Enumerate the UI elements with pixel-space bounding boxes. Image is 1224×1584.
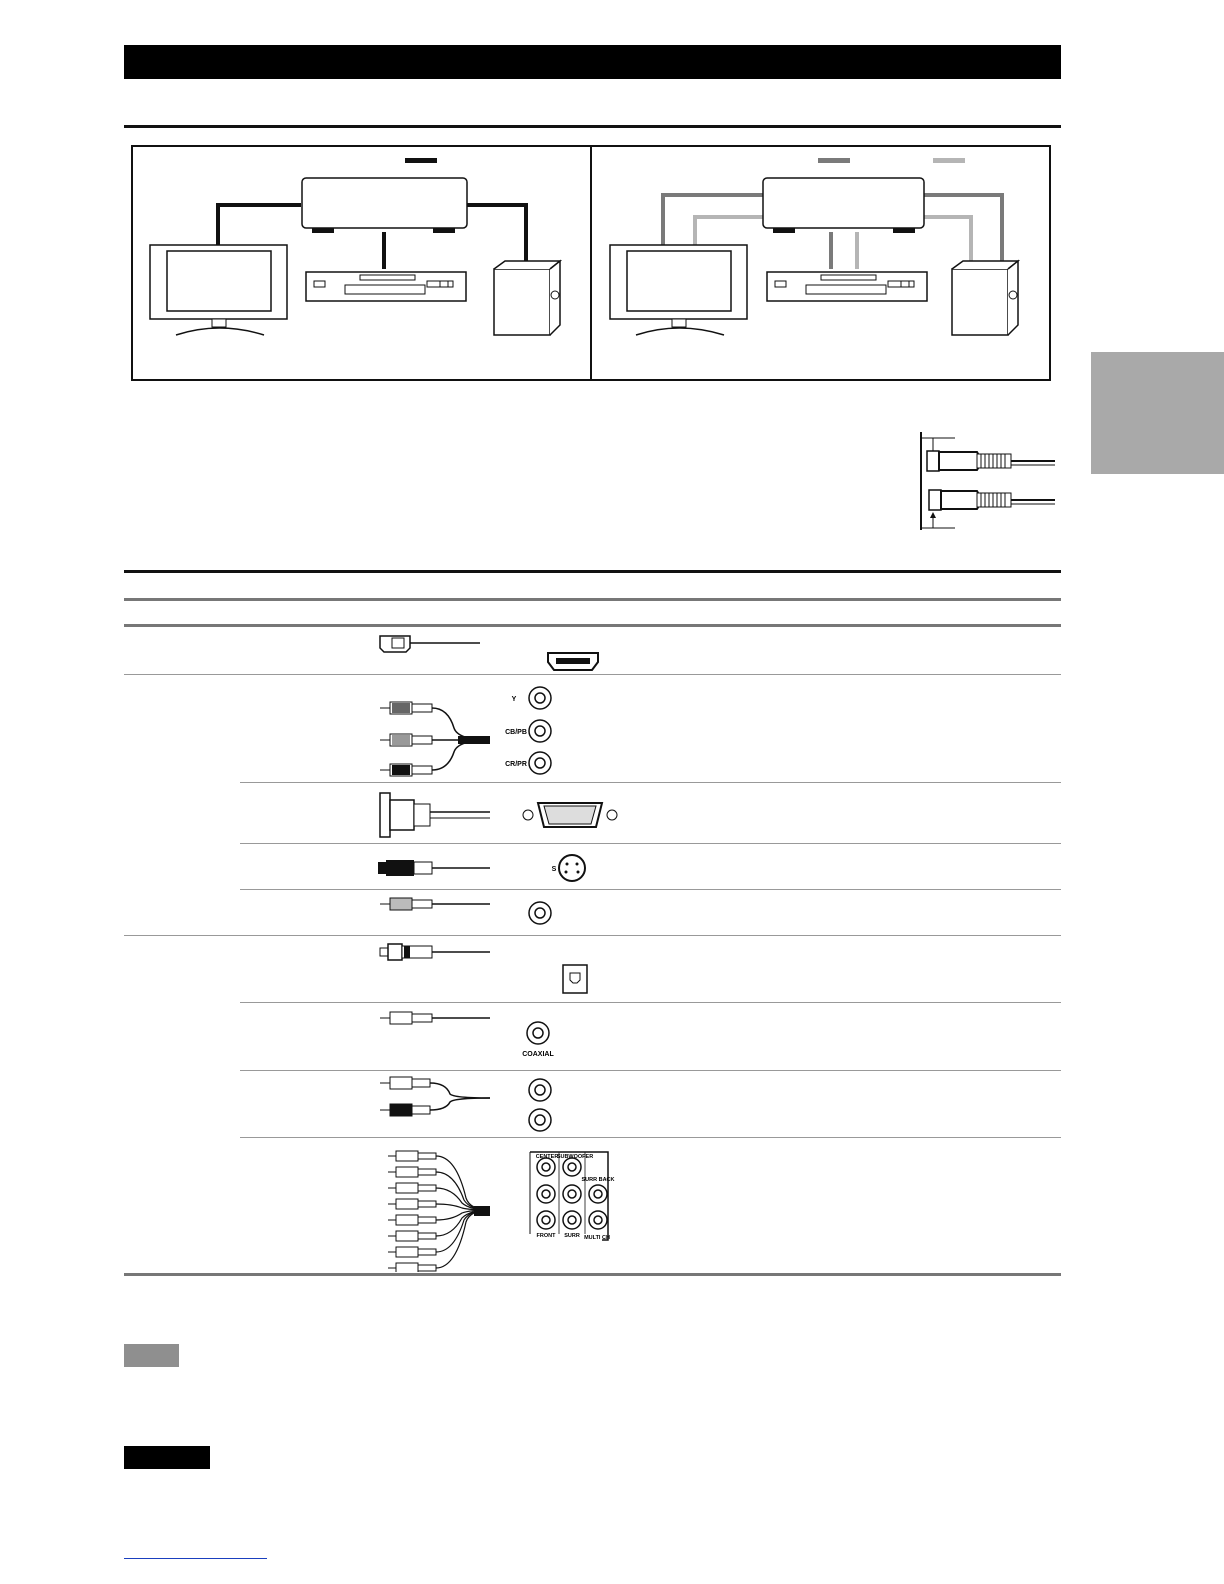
hdmi-jack-icon xyxy=(548,653,598,670)
rca-plug-icon xyxy=(929,490,1055,510)
rca-jack-icon xyxy=(529,902,551,924)
jack-label-subwoofer: SUBWOOFER xyxy=(556,1154,594,1160)
jack-label-surr-back: SURR BACK xyxy=(581,1177,615,1183)
optical-plug-icon xyxy=(380,944,490,960)
jack-label-s: S xyxy=(551,866,557,873)
cable-receiver-tv xyxy=(218,205,301,245)
tip-badge xyxy=(124,1446,210,1469)
table-header-rule xyxy=(124,598,1061,601)
rca-jack-icon xyxy=(529,1079,551,1131)
hdmi-plug-icon xyxy=(380,636,480,652)
rca-plug-icon xyxy=(380,1077,490,1116)
row-divider xyxy=(240,889,1061,890)
row-divider xyxy=(240,1002,1061,1003)
jack-label-coaxial: COAXIAL xyxy=(522,1051,554,1058)
jack-label-multich: MULTI CH xyxy=(584,1235,610,1241)
cable-receiver-speaker xyxy=(467,205,526,269)
diagram-hdmi xyxy=(150,158,560,335)
table-section-rule xyxy=(124,570,1061,573)
connection-table-icons xyxy=(370,628,630,1272)
jack-label-front: FRONT xyxy=(536,1233,556,1239)
av-receiver xyxy=(302,178,467,228)
section-rule-top xyxy=(124,125,1061,128)
jack-label-center: CENTER xyxy=(535,1154,559,1160)
note-badge xyxy=(124,1344,179,1367)
jack-label-surr: SURR xyxy=(564,1233,580,1239)
rca-jack-icon xyxy=(529,687,551,774)
page-header-bar xyxy=(124,45,1061,79)
legend-swatch-black xyxy=(405,158,437,163)
vga-jack-icon xyxy=(523,803,617,827)
multich-jack-panel xyxy=(530,1152,608,1240)
diagram-analog-digital xyxy=(610,158,1018,335)
row-divider xyxy=(240,843,1061,844)
chapter-side-tab xyxy=(1091,352,1224,474)
plug-insertion-illustration xyxy=(915,430,1060,535)
row-divider xyxy=(240,1070,1061,1071)
rca-plug-icon xyxy=(927,451,1055,471)
connection-diagrams xyxy=(131,145,1051,381)
row-divider xyxy=(240,782,1061,783)
svideo-jack-icon xyxy=(559,855,585,881)
optical-jack-icon xyxy=(563,965,587,993)
table-bottom-rule xyxy=(124,1273,1061,1276)
vga-plug-icon xyxy=(380,793,490,837)
jack-label-y: Y xyxy=(511,696,517,703)
rca-plug-icon xyxy=(388,1151,436,1272)
legend-swatch-dark-grey xyxy=(818,158,850,163)
rca-plug-icon xyxy=(380,1012,490,1024)
footnote-rule xyxy=(124,1558,267,1559)
jack-label-pr: CR/PR xyxy=(505,761,527,768)
rca-plug-icon xyxy=(380,898,490,910)
rca-plug-icon xyxy=(380,702,490,776)
row-divider xyxy=(240,1137,1061,1138)
rca-jack-icon xyxy=(527,1022,549,1044)
legend-swatch-light-grey xyxy=(933,158,965,163)
jack-label-pb: CB/PB xyxy=(505,729,527,736)
svideo-plug-icon xyxy=(378,860,490,876)
speaker xyxy=(494,269,550,335)
table-header-bottom-rule xyxy=(124,624,1061,627)
